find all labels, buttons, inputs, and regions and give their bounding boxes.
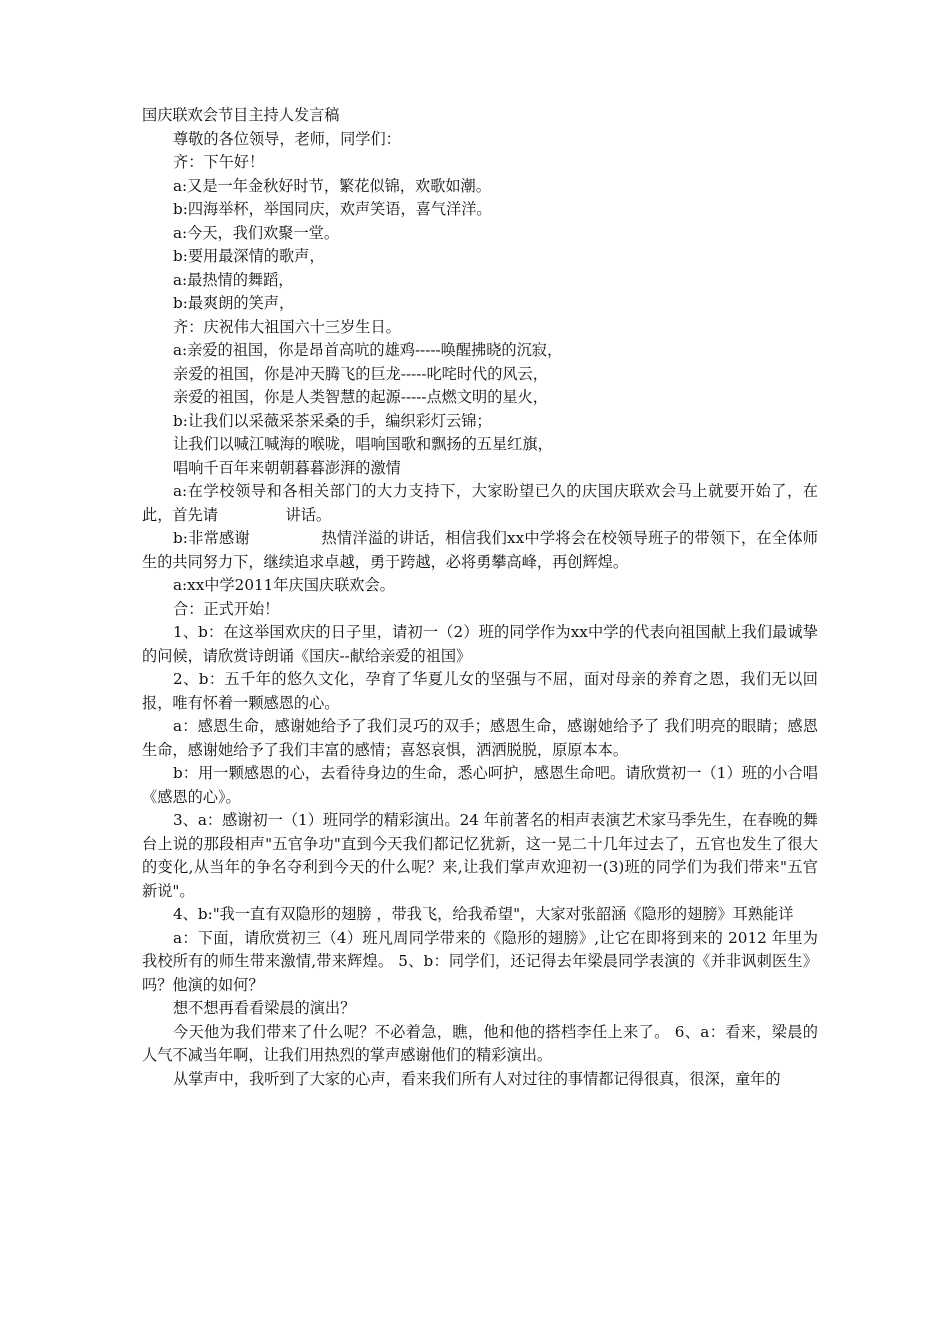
document-title: 国庆联欢会节目主持人发言稿 bbox=[142, 106, 340, 124]
paragraph: a:今天，我们欢聚一堂。 bbox=[173, 223, 340, 242]
paragraph: 3、a：感谢初一（1）班同学的精彩演出。24 年前著名的相声表演艺术家马季先生，在春晚的舞台上说的那段相声"五官争功"直到今天我们都记忆犹新，这一晃二十几年过去了，五官也发生了很大的变化,从当年的争名夺利到今天的什么呢？来,让我们掌声欢迎初一(3)班的同学们为我们带来"五官新说"。 bbox=[142, 811, 818, 900]
document-body bbox=[142, 104, 818, 1091]
paragraph: 想不想再看看梁晨的演出？ bbox=[173, 999, 356, 1017]
paragraph: b：用一颗感恩的心，去看待身边的生命，悉心呵护，感恩生命吧。请欣赏初一（1）班的小合唱《感恩的心》。 bbox=[142, 764, 818, 806]
paragraph: 尊敬的各位领导，老师，同学们： bbox=[173, 129, 401, 148]
paragraph: 合：正式开始！ bbox=[173, 599, 280, 618]
paragraph: a:又是一年金秋好时节，繁花似锦，欢歌如潮。 bbox=[173, 176, 491, 195]
paragraph: b:让我们以采薇采茶采桑的手，编织彩灯云锦； bbox=[173, 411, 492, 430]
paragraph: b:非常感谢 热情洋溢的讲话，相信我们xx中学将会在校领导班子的带领下，在全体师生的共同努力下，继续追求卓越，勇于跨越，必将勇攀高峰，再创辉煌。 bbox=[142, 529, 818, 571]
paragraph: a:xx中学2011年庆国庆联欢会。 bbox=[173, 576, 395, 594]
paragraph: 唱响千百年来朝朝暮暮澎湃的激情 bbox=[173, 458, 401, 477]
paragraph: 从掌声中，我听到了大家的心声，看来我们所有人对过往的事情都记得很真，很深，童年的 bbox=[173, 1069, 781, 1088]
paragraph: 2、b：五千年的悠久文化，孕育了华夏儿女的坚强与不屈，面对母亲的养育之恩，我们无以回报，唯有怀着一颗感恩的心。 bbox=[142, 670, 818, 712]
paragraph: a:亲爱的祖国，你是昂首高吭的雄鸡-----唤醒拂晓的沉寂， bbox=[173, 341, 563, 359]
paragraph: 4、b:"我一直有双隐形的翅膀 ，带我飞，给我希望"，大家对张韶涵《隐形的翅膀》耳熟能详 bbox=[173, 905, 794, 923]
paragraph: b:四海举杯，举国同庆，欢声笑语，喜气洋洋。 bbox=[173, 200, 492, 218]
paragraph: 齐：庆祝伟大祖国六十三岁生日。 bbox=[173, 317, 401, 336]
paragraph: 亲爱的祖国，你是冲天腾飞的巨龙-----叱咤时代的风云， bbox=[173, 364, 548, 383]
paragraph: a:在学校领导和各相关部门的大力支持下，大家盼望已久的庆国庆联欢会马上就要开始了，在此，首先请 讲话。 bbox=[142, 482, 818, 524]
paragraph: a：感恩生命，感谢她给予了我们灵巧的双手；感恩生命，感谢她给予了 我们明亮的眼睛；感恩生命，感谢她给予了我们丰富的感情；喜怒哀惧，洒洒脱脱，原原本本。 bbox=[142, 717, 818, 759]
paragraph: 亲爱的祖国，你是人类智慧的起源-----点燃文明的星火， bbox=[173, 388, 548, 406]
paragraph: b:最爽朗的笑声， bbox=[173, 294, 295, 312]
paragraph: 今天他为我们带来了什么呢？不必着急，瞧，他和他的搭档李任上来了。 6、a：看来，梁晨的人气不减当年啊，让我们用热烈的掌声感谢他们的精彩演出。 bbox=[142, 1022, 818, 1064]
paragraph: a：下面，请欣赏初三（4）班凡周同学带来的《隐形的翅膀》,让它在即将到来的 2012 年里为我校所有的师生带来激情,带来辉煌。 5、b：同学们，还记得去年梁晨同学表演的《并非讽刺医生》吗？他演的如何？ bbox=[142, 928, 818, 994]
paragraph: 1、b：在这举国欢庆的日子里，请初一（2）班的同学作为xx中学的代表向祖国献上我们最诚挚的问候，请欣赏诗朗诵《国庆--献给亲爱的祖国》 bbox=[142, 623, 818, 665]
paragraph: b:要用最深情的歌声， bbox=[173, 247, 325, 265]
paragraph: 让我们以喊江喊海的喉咙，唱响国歌和飘扬的五星红旗， bbox=[173, 435, 553, 453]
paragraph: 齐：下午好！ bbox=[173, 153, 265, 171]
paragraph: a:最热情的舞蹈， bbox=[173, 270, 294, 289]
